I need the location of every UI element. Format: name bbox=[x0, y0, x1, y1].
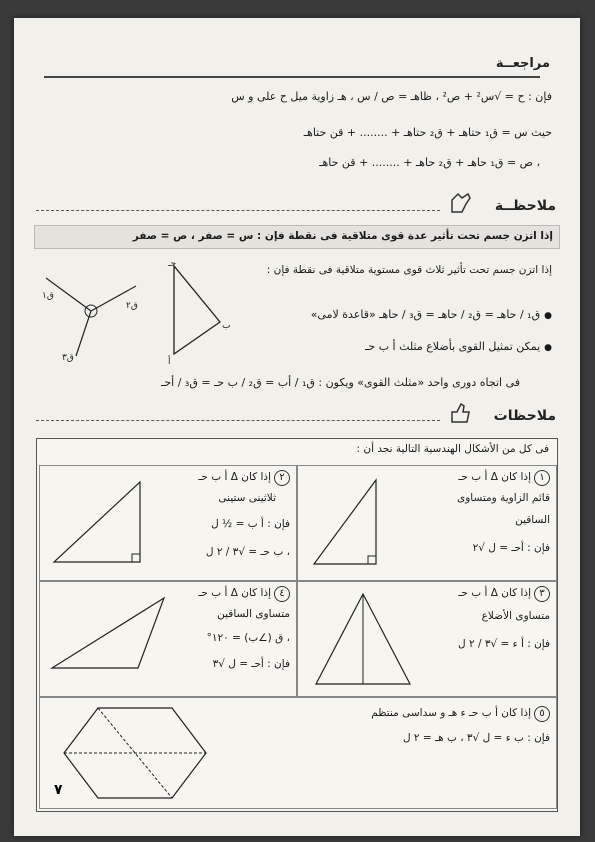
svg-text:حـ: حـ bbox=[168, 259, 177, 269]
cell-4-text-1: إذا كان Δ أ ب حـ bbox=[198, 587, 271, 599]
pointing-hand-icon bbox=[448, 190, 472, 216]
page-header-title: مراجعــة bbox=[495, 56, 550, 71]
lami-force-diagram bbox=[36, 256, 146, 366]
cell-5-line-2: فإن : ب ء = ل √٣ ، ب هـ = ٢ ل bbox=[402, 732, 550, 744]
cell-30-60-90 bbox=[39, 465, 297, 581]
grid-intro: فى كل من الأشكال الهندسية التالية نجد أن : bbox=[356, 443, 549, 455]
highlight-bar bbox=[34, 225, 560, 249]
cell-1-text-1: إذا كان Δ أ ب حـ bbox=[458, 471, 531, 483]
svg-text:ب: ب bbox=[222, 321, 231, 331]
header-divider bbox=[44, 76, 540, 78]
cell-isosceles-right bbox=[297, 465, 557, 581]
cell-4-triangle bbox=[46, 592, 176, 682]
cell-2-triangle bbox=[44, 476, 164, 576]
triangle-statement: ● يمكن تمثيل القوى بأضلاع مثلث أ ب حـ bbox=[365, 340, 552, 353]
cell-2-line-1 bbox=[198, 470, 290, 486]
equilibrium-statement: إذا اتزن جسم تحت تأثير عدة قوى متلاقية فى نقطة فإن : س = صفر ، ص = صفر bbox=[132, 230, 553, 242]
cell-3-line-1 bbox=[458, 586, 550, 602]
svg-text:أ: أ bbox=[168, 357, 171, 367]
cell-3-line-2: متساوى الأضلاع bbox=[481, 610, 550, 622]
page-number: ٧ bbox=[54, 782, 63, 798]
cell-equilateral bbox=[297, 581, 557, 697]
svg-text:ق٢: ق٢ bbox=[126, 301, 138, 311]
formula-line-1: فإن : ح = √س² + ص² ، ظاهـ = ص / س ، هـ زاوية ميل ح على و س bbox=[231, 90, 552, 103]
cell-regular-hexagon bbox=[39, 697, 557, 809]
formula-line-3: ، ص = ق₁ حاهـ + ق₂ حاهـ + ........ + قن حاهـ bbox=[319, 156, 540, 169]
cell-2-line-4: ، ب حـ = √٣ / ٢ ل bbox=[205, 546, 290, 558]
shapes-grid bbox=[36, 438, 558, 812]
cell-2-line-3: فإن : أ ب = ½ ل bbox=[211, 518, 290, 530]
cell-3-number: ٣ bbox=[534, 586, 550, 602]
svg-text:ق١: ق١ bbox=[42, 291, 54, 301]
three-forces-statement: إذا اتزن جسم تحت تأثير ثلاث قوى مستوية متلاقية فى نقطة فإن : bbox=[266, 264, 552, 276]
cell-5-hexagon bbox=[60, 704, 210, 802]
force-triangle-diagram bbox=[164, 258, 234, 368]
cell-3-line-3: فإن : أ ء = √٣ / ٢ ل bbox=[458, 638, 550, 650]
cell-1-number: ١ bbox=[534, 470, 550, 486]
cell-1-triangle bbox=[306, 474, 396, 574]
cell-1-line-2: قائم الزاوية ومتساوى bbox=[457, 492, 550, 504]
cell-4-number: ٤ bbox=[274, 586, 290, 602]
cell-2-number: ٢ bbox=[274, 470, 290, 486]
cell-5-text-1: إذا كان أ ب حـ ء هـ و سداسى منتظم bbox=[371, 707, 531, 719]
cell-3-triangle bbox=[308, 590, 418, 690]
cell-5-number: ٥ bbox=[534, 706, 550, 722]
force-triangle-rule: فى اتجاه دورى واحد «مثلث القوى» ويكون : ق₁ / أب = ق₂ / ب حـ = ق₃ / أحـ bbox=[161, 376, 520, 389]
cell-2-line-2: ثلاثينى ستينى bbox=[218, 492, 276, 504]
note-divider bbox=[36, 210, 440, 211]
cell-4-line-4: فإن : أحـ = ل √٣ bbox=[212, 658, 290, 670]
formula-line-2: حيث س = ق₁ حتاهـ + ق₂ حتاهـ + ........ + قن حتاهـ bbox=[303, 126, 552, 139]
cell-5-line-1 bbox=[371, 706, 550, 722]
notes-title: ملاحظات bbox=[493, 408, 556, 424]
cell-4-line-2: متساوى الساقين bbox=[217, 608, 290, 620]
lami-rule: ● ق₁ / حاهـ = ق₂ / حاهـ = ق₃ / حاهـ «قاعدة لامى» bbox=[311, 308, 552, 321]
cell-1-line-3: الساقين bbox=[515, 514, 550, 526]
cell-1-line-1 bbox=[458, 470, 550, 486]
cell-3-text-1: إذا كان Δ أ ب حـ bbox=[458, 587, 531, 599]
svg-text:ق٣: ق٣ bbox=[62, 353, 74, 363]
cell-1-line-4: فإن : أحـ = ل √٢ bbox=[472, 542, 550, 554]
cell-2-text-1: إذا كان Δ أ ب حـ bbox=[198, 471, 271, 483]
note-title: ملاحظــة bbox=[494, 198, 556, 214]
cell-4-line-1 bbox=[198, 586, 290, 602]
document-page bbox=[14, 18, 580, 836]
cell-4-line-3: ، ق (∠ب) = ١٢٠° bbox=[206, 632, 290, 644]
notes-divider bbox=[36, 420, 440, 421]
cell-isosceles-120 bbox=[39, 581, 297, 697]
thumbs-up-icon bbox=[448, 400, 472, 426]
